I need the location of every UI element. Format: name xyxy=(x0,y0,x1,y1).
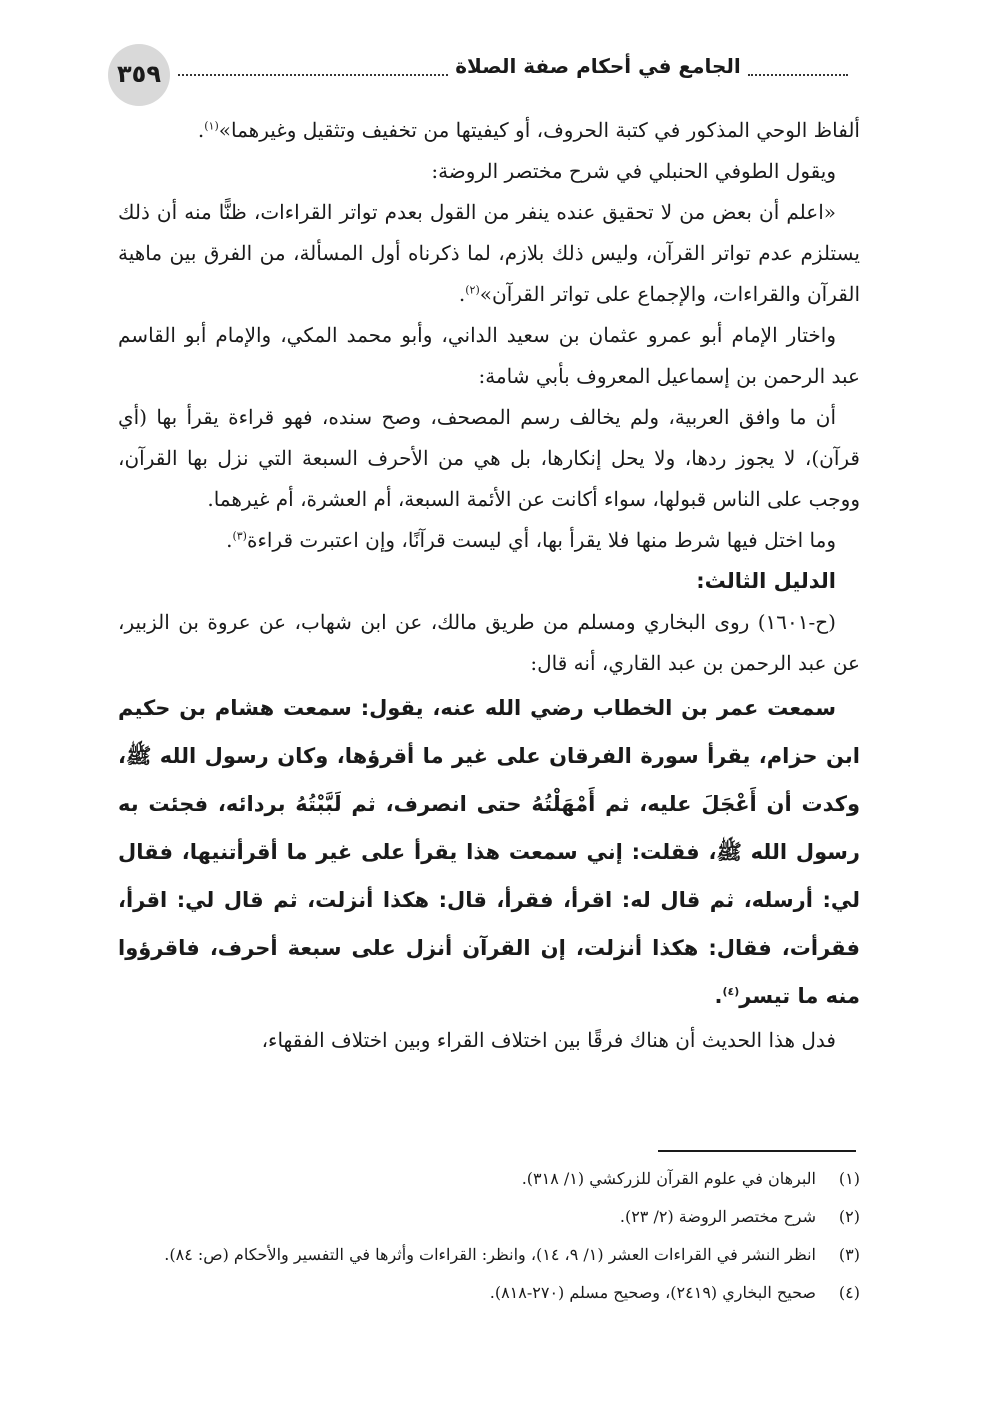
paragraph: «اعلم أن بعض من لا تحقيق عنده ينفر من القول بعدم تواتر القراءات، ظنًّا منه أن ذلك يستلزم عدم تواتر القرآن، وليس ذلك بلازم، لما ذكرناه أول المسألة، من الفرق بين ماهية القرآن والقراءات، والإجماع على تواتر القرآن»$^{(٢)}$. xyxy=(118,200,860,306)
footnote-ref: (١) xyxy=(204,119,219,133)
footnote-ref: (٤) xyxy=(722,985,740,998)
footnote-text: البرهان في علوم القرآن للزركشي (١/ ٣١٨). xyxy=(521,1169,816,1188)
footnote-number: (٤) xyxy=(838,1283,860,1302)
paragraph: أن ما وافق العربية، ولم يخالف رسم المصحف، وصح سنده، فهو قراءة يقرأ بها (أي قرآن)، لا يجوز ردها، ولا يحل إنكارها، بل هي من الأحرف السبعة التي نزل بها القرآن، ووجب على الناس قبولها، سواء أكانت عن الأئمة السبعة، أم العشرة، أم غيرهما. xyxy=(118,405,860,511)
footnote-number: (١) xyxy=(838,1169,860,1188)
footnote-ref: (٢) xyxy=(465,283,480,297)
footnote-number: (٢) xyxy=(838,1207,860,1226)
footnotes xyxy=(118,1160,860,1312)
paragraph: ألفاظ الوحي المذكور في كتبة الحروف، أو كيفيتها من تخفيف وتثقيل وغيرهما»$^{(١)}$. xyxy=(197,118,860,142)
dotted-leader xyxy=(748,74,848,76)
paragraph: واختار الإمام أبو عمرو عثمان بن سعيد الداني، وأبو محمد المكي، والإمام أبو القاسم عبد الرحمن بن إسماعيل المعروف بأبي شامة: xyxy=(118,323,860,388)
footnote-ref: (٣) xyxy=(232,529,247,543)
paragraph: وما اختل فيها شرط منها فلا يقرأ بها، أي ليست قرآنًا، وإن اعتبرت قراءة$^{(٣)}$. xyxy=(226,528,836,552)
footnote-text: شرح مختصر الروضة (٢/ ٢٣). xyxy=(619,1207,816,1226)
paragraph: (ح-١٦٠١) روى البخاري ومسلم من طريق مالك، عن ابن شهاب، عن عروة بن الزبير، عن عبد الرحمن بن عبد القاري، أنه قال: xyxy=(118,610,860,675)
dotted-leader xyxy=(178,74,448,76)
hadith-text: سمعت عمر بن الخطاب رضي الله عنه، يقول: سمعت هشام بن حكيم ابن حزام، يقرأ سورة الفرقان على غير ما أقرؤها، وكان رسول الله ﷺ، وكدت أن أَعْجَلَ عليه، ثم أَمْهَلْتُهُ حتى انصرف، ثم لَبَّبْتُهُ بردائه، فجئت به رسول الله ﷺ، فقلت: إني سمعت هذا يقرأ على غير ما أقرأتنيها، فقال لي: أرسله، ثم قال له: اقرأ، فقرأ، قال: هكذا أنزلت، ثم قال لي: اقرأ، فقرأت، فقال: هكذا أنزلت، إن القرآن أنزل على سبعة أحرف، فاقرؤوا منه ما تيسر$^{(٤)}$. xyxy=(118,696,860,1008)
page-header xyxy=(108,44,848,104)
running-title: الجامع في أحكام صفة الصلاة xyxy=(455,54,741,78)
main-text xyxy=(118,110,860,1061)
footnote xyxy=(118,1274,860,1312)
paragraph: ويقول الطوفي الحنبلي في شرح مختصر الروضة: xyxy=(431,159,836,183)
footnote xyxy=(118,1236,860,1274)
section-heading: الدليل الثالث: xyxy=(696,569,836,593)
footnote-separator xyxy=(658,1150,856,1152)
footnote-number: (٣) xyxy=(838,1245,860,1264)
page-number: ٣٥٩ xyxy=(117,60,161,88)
paragraph: فدل هذا الحديث أن هناك فرقًا بين اختلاف القراء وبين اختلاف الفقهاء، xyxy=(261,1028,836,1052)
footnote xyxy=(118,1160,860,1198)
footnote-text: انظر النشر في القراءات العشر (١/ ٩، ١٤)، وانظر: القراءات وأثرها في التفسير والأحكام (ص: ٨٤). xyxy=(164,1245,816,1264)
footnote xyxy=(118,1198,860,1236)
footnote-text: صحيح البخاري (٢٤١٩)، وصحيح مسلم (٢٧٠-٨١٨). xyxy=(489,1283,816,1302)
